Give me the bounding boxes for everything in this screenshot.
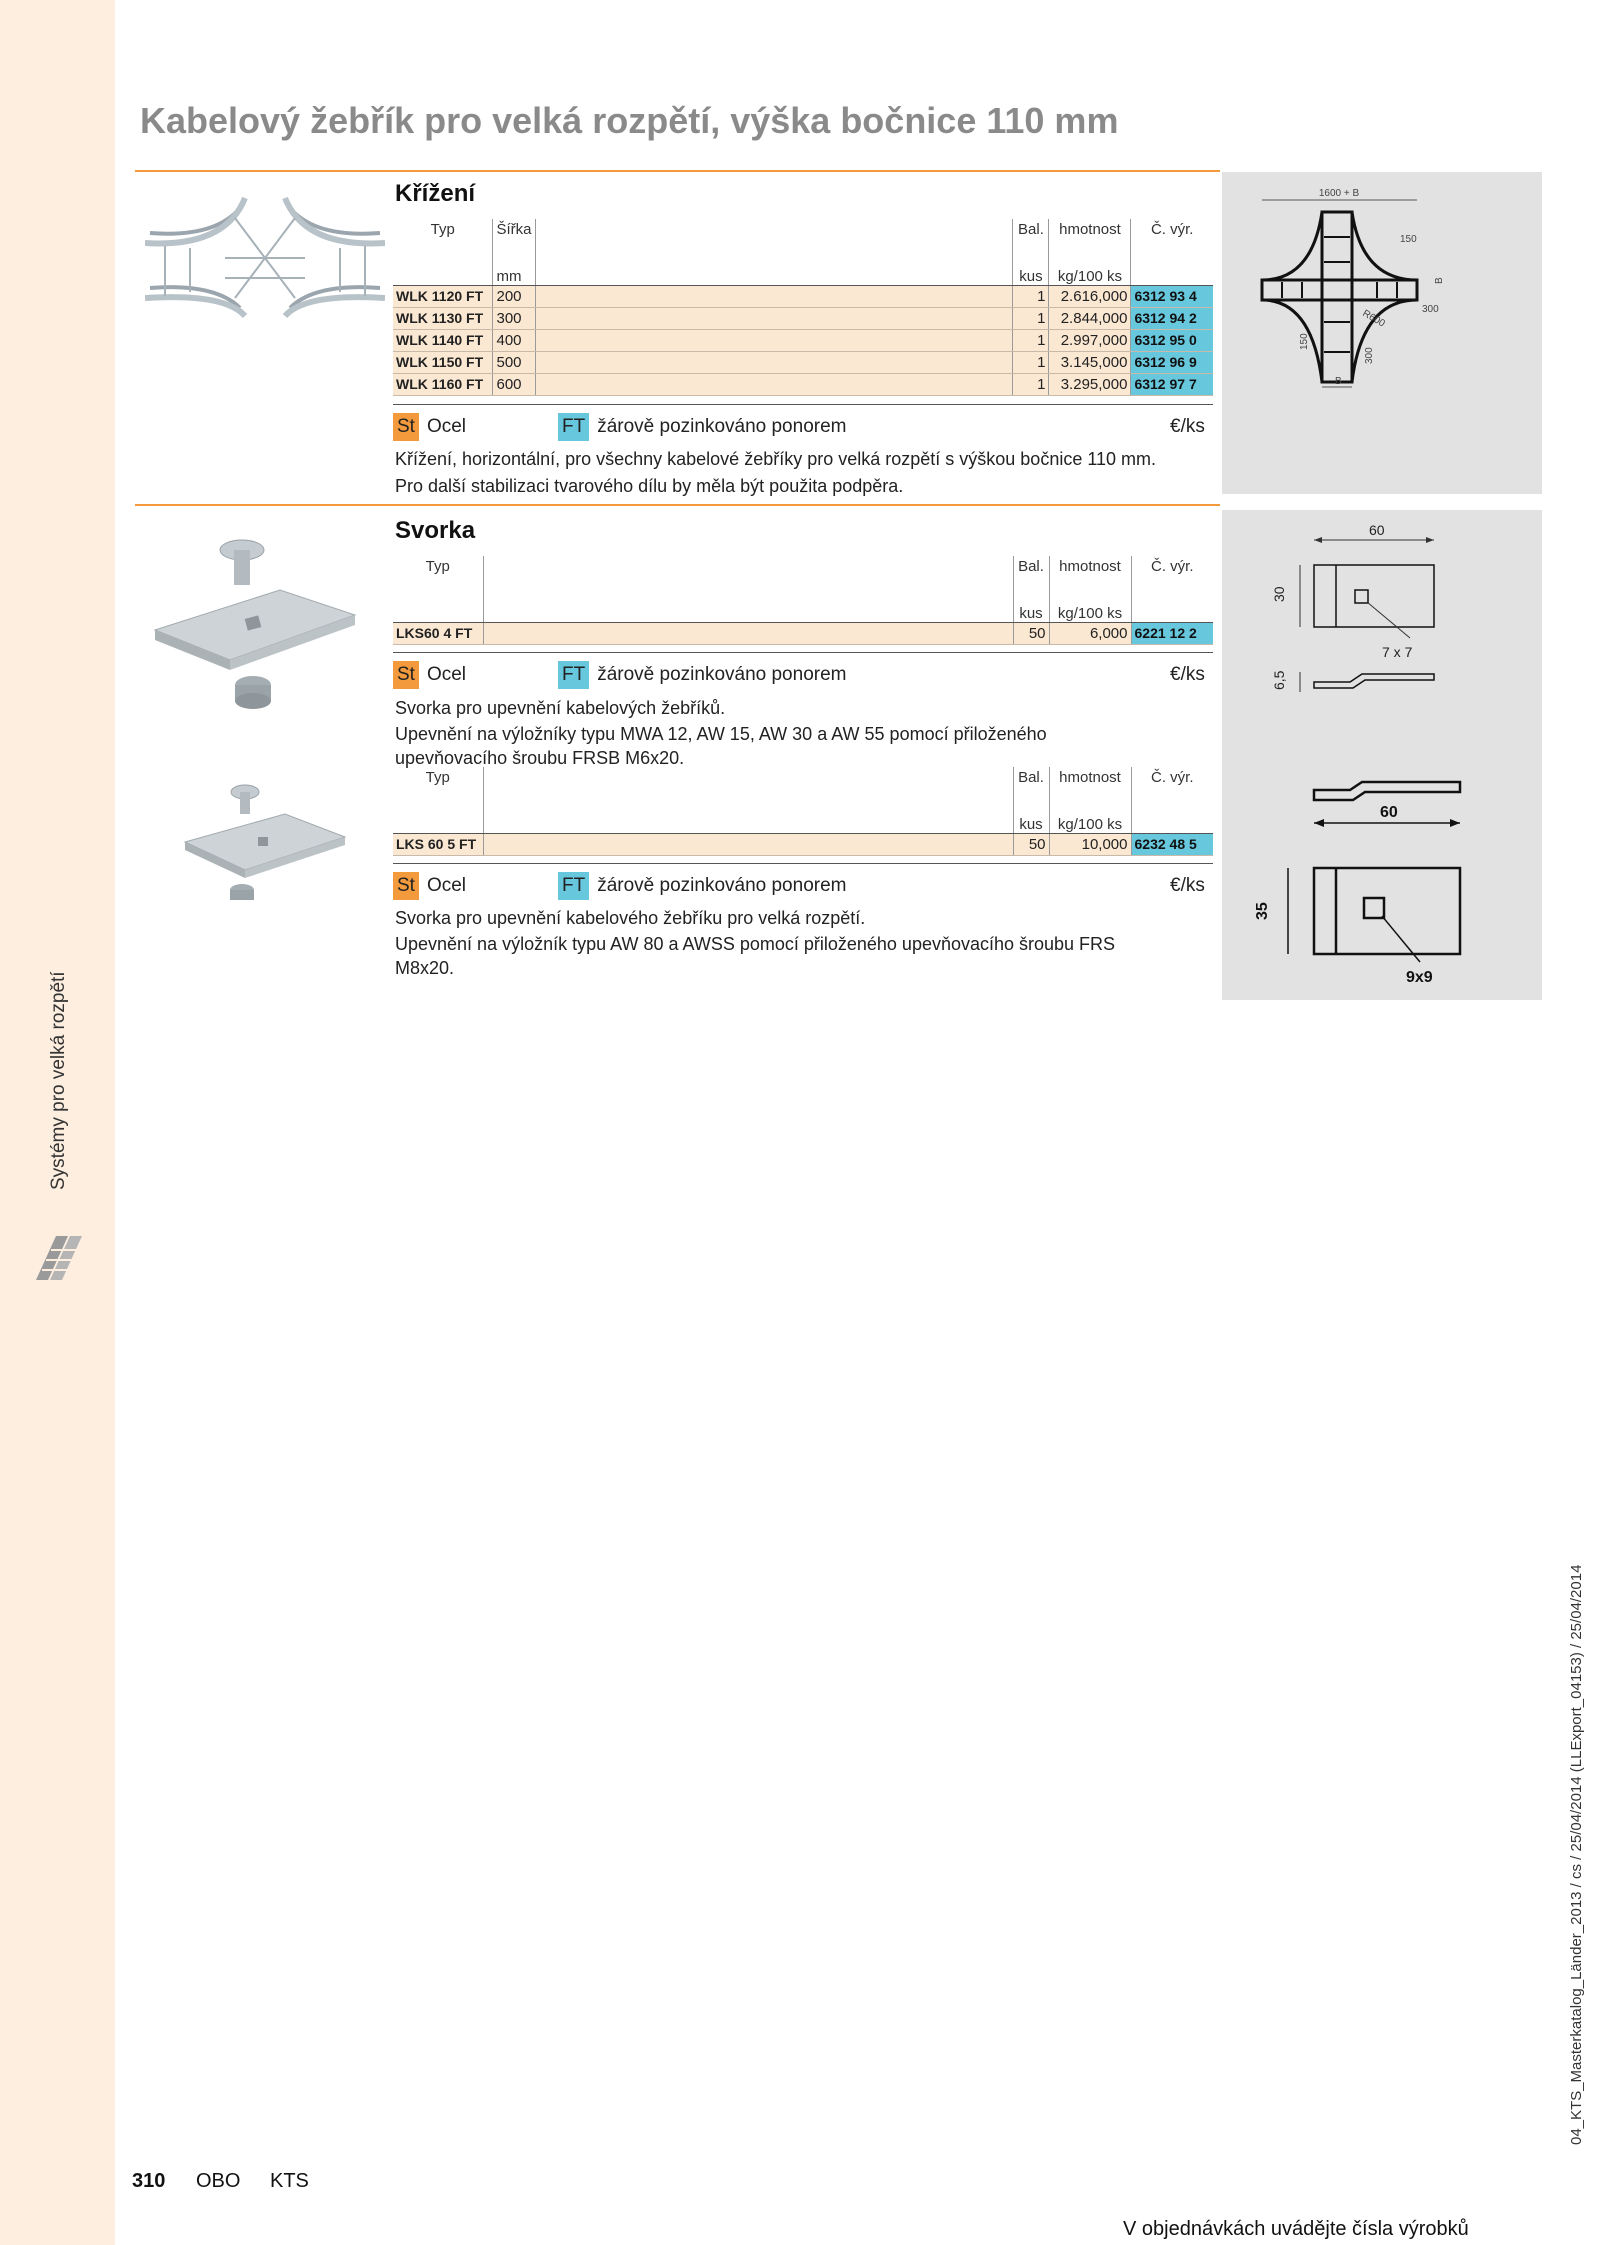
- col-header-typ: Typ: [425, 769, 450, 786]
- cell-typ: LKS60 4 FT: [393, 622, 483, 644]
- col-header-sirka: Šířka: [493, 219, 535, 257]
- material-code-badge: St: [393, 872, 419, 900]
- section-divider-middle: [135, 504, 1220, 506]
- cell-sirka: 400: [493, 329, 535, 351]
- clamp2-description-1: Svorka pro upevnění kabelového žebříku pro velká rozpětí.: [395, 908, 866, 928]
- clamp1-description-1: Svorka pro upevnění kabelových žebříků.: [395, 698, 726, 718]
- material-code-badge: St: [393, 661, 419, 689]
- col-header-bal: Bal.: [1013, 556, 1049, 594]
- crossing-description-2: Pro další stabilizaci tvarového dílu by měla být použita podpěra.: [395, 476, 904, 496]
- crossing-material: [393, 413, 466, 441]
- clamp-table-1-bottom-rule: [393, 652, 1213, 653]
- cable-ladder-crossing-photo: [145, 188, 385, 323]
- unit-hmotnost: kg/100 ks: [1049, 257, 1131, 285]
- dim-label-9x9: 9x9: [1406, 969, 1433, 986]
- unit-bal: kus: [1013, 257, 1049, 285]
- table-row: [393, 373, 1213, 395]
- cell-hmotnost: 2.997,000: [1049, 329, 1131, 351]
- cell-article-number: 6232 48 5: [1131, 833, 1213, 855]
- cell-hmotnost: 2.616,000: [1049, 285, 1131, 307]
- dim-label-b2: B: [1335, 376, 1342, 387]
- dim-label-top: 1600 + B: [1318, 188, 1360, 199]
- cell-typ: LKS 60 5 FT: [393, 833, 483, 855]
- dim-label-150: 150: [1400, 234, 1417, 245]
- clamp2-material: [393, 872, 466, 900]
- unit-bal: kus: [1013, 805, 1049, 833]
- crossing-table: [393, 219, 1213, 396]
- cell-article-number: 6312 97 7: [1131, 373, 1213, 395]
- clamp1-description-2: Upevnění na výložníky typu MWA 12, AW 15, AW 30 a AW 55 pomocí přiloženého upevňovacího šroubu FRSB M6x20.: [395, 724, 1047, 768]
- table-row: [393, 285, 1213, 307]
- cell-bal: 1: [1013, 285, 1049, 307]
- section-divider-top: [135, 170, 1220, 172]
- clamp-table-2: [393, 767, 1213, 856]
- col-header-cvyr: Č. výr.: [1131, 556, 1213, 594]
- cell-article-number: 6312 94 2: [1131, 307, 1213, 329]
- cell-article-number: 6221 12 2: [1131, 622, 1213, 644]
- cell-typ: WLK 1160 FT: [393, 373, 493, 395]
- col-header-typ: Typ: [430, 221, 455, 238]
- cell-typ: WLK 1150 FT: [393, 351, 493, 373]
- table-row: [393, 351, 1213, 373]
- cell-hmotnost: 10,000: [1049, 833, 1131, 855]
- clamp2-finish: [558, 872, 846, 900]
- table-row: [393, 622, 1213, 644]
- crossing-title: Křížení: [395, 180, 476, 207]
- page-number: 310: [132, 2170, 166, 2192]
- finish-code-badge: FT: [558, 661, 589, 689]
- unit-bal: kus: [1013, 594, 1049, 622]
- crossing-finish: [558, 413, 846, 441]
- clamp-lks60-4-photo: [150, 535, 360, 720]
- finish-label: žárově pozinkováno ponorem: [597, 875, 847, 896]
- cell-typ: WLK 1140 FT: [393, 329, 493, 351]
- footer-brand: OBO: [196, 2170, 241, 2192]
- dim-label-b1: B: [1434, 277, 1445, 284]
- crossing-table-bottom-rule: [393, 404, 1213, 405]
- crossing-dimension-drawing: [1222, 172, 1542, 494]
- unit-hmotnost: kg/100 ks: [1049, 594, 1131, 622]
- cell-bal: 1: [1013, 373, 1049, 395]
- clamp-lks60-5-photo: [180, 782, 350, 912]
- cell-article-number: 6312 96 9: [1131, 351, 1213, 373]
- unit-hmotnost: kg/100 ks: [1049, 805, 1131, 833]
- cell-hmotnost: 3.145,000: [1049, 351, 1131, 373]
- col-header-cvyr: Č. výr.: [1131, 219, 1213, 257]
- cell-bal: 1: [1013, 351, 1049, 373]
- dim-label-300: 300: [1422, 304, 1439, 315]
- footer-section-code: KTS: [270, 2170, 309, 2192]
- col-header-hmotnost: hmotnost: [1049, 556, 1131, 594]
- col-header-hmotnost: hmotnost: [1049, 219, 1131, 257]
- clamp-table-1: [393, 556, 1213, 645]
- clamp-title: Svorka: [395, 517, 476, 544]
- cell-article-number: 6312 93 4: [1131, 285, 1213, 307]
- dim-label-30: 30: [1271, 586, 1287, 602]
- page-title: Kabelový žebřík pro velká rozpětí, výška bočnice 110 mm: [140, 100, 1119, 141]
- cell-article-number: 6312 95 0: [1131, 329, 1213, 351]
- cell-sirka: 500: [493, 351, 535, 373]
- cell-hmotnost: 3.295,000: [1049, 373, 1131, 395]
- clamp1-price-unit: €/ks: [1170, 664, 1205, 685]
- dim-label-left-150: 150: [1299, 333, 1310, 350]
- cell-typ: WLK 1120 FT: [393, 285, 493, 307]
- cell-bal: 1: [1013, 329, 1049, 351]
- cell-bal: 50: [1013, 622, 1049, 644]
- clamp-table-2-bottom-rule: [393, 863, 1213, 864]
- cell-typ: WLK 1130 FT: [393, 307, 493, 329]
- col-header-hmotnost: hmotnost: [1049, 767, 1131, 805]
- material-label: Ocel: [426, 416, 467, 437]
- dim-label-7x7: 7 x 7: [1382, 644, 1413, 660]
- dim-label-60a: 60: [1369, 522, 1385, 538]
- table-row: [393, 329, 1213, 351]
- unit-sirka: mm: [493, 257, 535, 285]
- table-row: [393, 307, 1213, 329]
- col-header-cvyr: Č. výr.: [1131, 767, 1213, 805]
- cell-hmotnost: 6,000: [1049, 622, 1131, 644]
- crossing-description-1: Křížení, horizontální, pro všechny kabelové žebříky pro velká rozpětí s výškou bočnice 110 mm.: [395, 449, 1157, 469]
- obo-ladder-icon: [34, 1230, 90, 1291]
- clamp2-description-2: Upevnění na výložník typu AW 80 a AWSS pomocí přiloženého upevňovacího šroubu FRS M8x20.: [395, 934, 1116, 978]
- table-row: [393, 833, 1213, 855]
- cell-hmotnost: 2.844,000: [1049, 307, 1131, 329]
- crossing-price-unit: €/ks: [1170, 416, 1205, 437]
- footer-order-note: V objednávkách uvádějte čísla výrobků: [1123, 2218, 1469, 2240]
- clamp-dimension-drawing: [1222, 510, 1542, 1000]
- cell-sirka: 200: [493, 285, 535, 307]
- dim-label-6-5: 6,5: [1271, 670, 1287, 690]
- material-code-badge: St: [393, 413, 419, 441]
- material-label: Ocel: [426, 875, 467, 896]
- col-header-bal: Bal.: [1013, 219, 1049, 257]
- clamp2-price-unit: €/ks: [1170, 875, 1205, 896]
- material-label: Ocel: [426, 664, 467, 685]
- dim-label-35: 35: [1254, 902, 1271, 920]
- dim-label-v300: 300: [1364, 347, 1375, 364]
- col-header-bal: Bal.: [1013, 767, 1049, 805]
- cell-sirka: 600: [493, 373, 535, 395]
- finish-label: žárově pozinkováno ponorem: [597, 664, 847, 685]
- clamp1-material: [393, 661, 466, 689]
- finish-code-badge: FT: [558, 413, 589, 441]
- finish-label: žárově pozinkováno ponorem: [597, 416, 847, 437]
- clamp1-finish: [558, 661, 846, 689]
- cell-bal: 1: [1013, 307, 1049, 329]
- finish-code-badge: FT: [558, 872, 589, 900]
- dim-label-radius: R600: [1360, 308, 1387, 330]
- dim-label-60b: 60: [1380, 804, 1398, 821]
- cell-sirka: 300: [493, 307, 535, 329]
- cell-bal: 50: [1013, 833, 1049, 855]
- col-header-typ: Typ: [425, 558, 450, 575]
